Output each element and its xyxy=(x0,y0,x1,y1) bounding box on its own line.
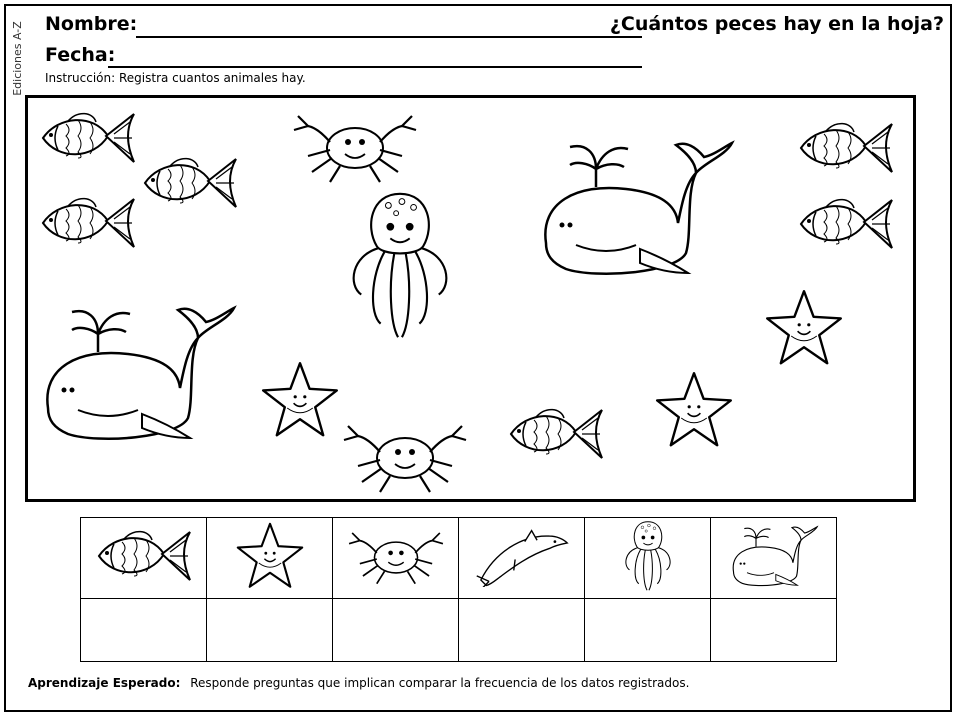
tally-header-whale xyxy=(711,518,837,599)
name-field[interactable] xyxy=(136,36,642,38)
publisher-vertical-label xyxy=(8,8,26,108)
publisher-text: Ediciones A-Z xyxy=(10,20,24,96)
answer-cell-dolphin[interactable] xyxy=(459,599,585,662)
starfish-icon xyxy=(764,288,844,368)
answer-cell-whale[interactable] xyxy=(711,599,837,662)
tally-header-starfish xyxy=(207,518,333,599)
tally-header-crab xyxy=(333,518,459,599)
tally-header-dolphin xyxy=(459,518,585,599)
whale-icon xyxy=(536,128,736,288)
tally-table xyxy=(80,517,837,662)
answer-cell-fish[interactable] xyxy=(81,599,207,662)
question-title: ¿Cuántos peces hay en la hoja? xyxy=(609,13,944,35)
tally-header-octopus xyxy=(585,518,711,599)
fish-icon xyxy=(796,118,896,178)
starfish-icon xyxy=(235,521,305,591)
ocean-scene xyxy=(25,95,916,502)
whale-icon xyxy=(38,293,238,453)
expected-label: Aprendizaje Esperado: xyxy=(28,676,181,690)
date-field[interactable] xyxy=(108,66,642,68)
fish-icon xyxy=(140,153,240,213)
crab-icon xyxy=(290,106,420,186)
fish-icon xyxy=(38,108,138,168)
answer-cell-starfish[interactable] xyxy=(207,599,333,662)
date-label: Fecha: xyxy=(45,44,116,66)
name-label: Nombre: xyxy=(45,13,138,35)
fish-icon xyxy=(796,194,896,254)
crab-icon xyxy=(340,416,470,496)
tally-answer-row xyxy=(81,599,837,662)
tally-header-fish xyxy=(81,518,207,599)
expected-text: Responde preguntas que implican comparar la frecuencia de los datos registrados. xyxy=(190,676,690,690)
answer-cell-octopus[interactable] xyxy=(585,599,711,662)
starfish-icon xyxy=(260,360,340,440)
tally-picture-row xyxy=(81,518,837,599)
fish-icon xyxy=(38,193,138,253)
expected-learning xyxy=(28,676,689,690)
crab-icon xyxy=(346,525,446,587)
dolphin-icon xyxy=(474,525,570,587)
instruction-text: Instrucción: Registra cuantos animales hay. xyxy=(45,71,306,85)
octopus-icon xyxy=(620,519,676,593)
starfish-icon xyxy=(654,370,734,450)
whale-icon xyxy=(729,522,819,590)
answer-cell-crab[interactable] xyxy=(333,599,459,662)
fish-icon xyxy=(506,404,606,464)
octopus-icon xyxy=(340,188,460,343)
fish-icon xyxy=(94,526,194,586)
